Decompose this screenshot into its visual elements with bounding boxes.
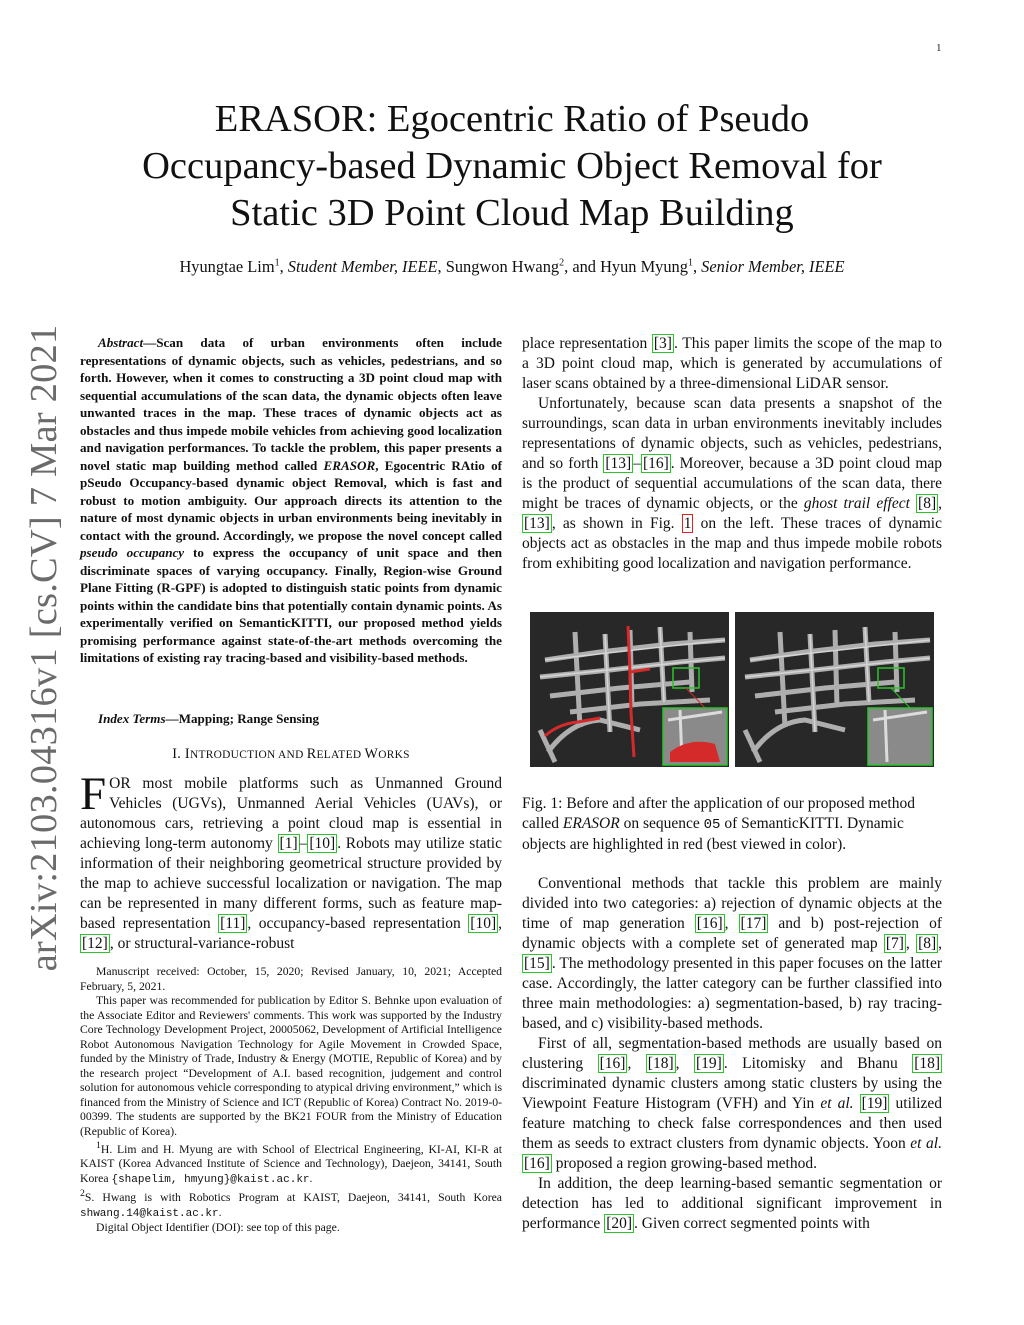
- body-text: and b) post-rejection of dynamic objects with a complete set of generated map: [522, 915, 943, 952]
- footnote: [80, 1139, 502, 1187]
- arxiv-watermark: [23, 324, 65, 972]
- caption-text: Fig. 1: Before and after the application of our proposed method called: [522, 795, 915, 832]
- author-name: Hyungtae Lim: [179, 257, 275, 276]
- citation-link[interactable]: [13]: [605, 455, 632, 472]
- body-paragraph: [522, 874, 942, 1034]
- author-list: Hyungtae Lim$^1$, Student Member, IEEE, Sungwon Hwang$^2$, and Hyun Myung$^1$, Senior Member, IEEE: [179, 257, 845, 276]
- section-cap: I: [184, 746, 190, 762]
- title-line: Occupancy-based Dynamic Object Removal for: [142, 145, 882, 187]
- footnote: [80, 1187, 502, 1221]
- body-text: –: [299, 835, 308, 852]
- section-smallcaps: ELATED: [316, 749, 365, 761]
- abstract-text: , Egocentric RAtio of pSeudo Occupancy-based dynamic object Removal, which is fast and robust to motion ambiguity. Our approach directs its attention to the nature of most dynamic objects in urban environments being inevitably in contact with the ground. Accordingly, we propose the novel concept called: [80, 457, 502, 543]
- citation-link[interactable]: [8]: [918, 935, 937, 952]
- body-text: ,: [724, 915, 739, 932]
- citation-link[interactable]: [11]: [220, 915, 246, 932]
- body-text: Unfortunately, because scan data presents a snapshot of the surroundings, scan data in urban environments inevitably includes representations of dynamic objects, such as vehicles, pedestrians, and so forth: [522, 395, 942, 472]
- citation-link[interactable]: [10]: [470, 915, 497, 932]
- section-heading: [80, 746, 502, 763]
- body-text: , as shown in Fig.: [551, 515, 682, 532]
- section-cap: R: [306, 746, 317, 762]
- citation-link[interactable]: [13]: [524, 515, 550, 532]
- abstract: [80, 334, 502, 667]
- section-smallcaps: ORKS: [378, 749, 410, 761]
- body-text: ,: [905, 935, 917, 952]
- body-text: , or structural-variance-robust: [109, 935, 295, 952]
- point-cloud-after: [735, 612, 934, 767]
- citation-link[interactable]: [19]: [695, 1055, 722, 1072]
- body-paragraph: [522, 394, 942, 574]
- body-text: place representation: [522, 335, 652, 352]
- index-terms-text: —Mapping; Range Sensing: [165, 711, 320, 726]
- figure-caption: [522, 794, 942, 855]
- index-terms: [80, 710, 502, 727]
- footnote-mark: 2: [80, 1188, 85, 1200]
- body-text: . Given correct segmented points with: [634, 1215, 870, 1232]
- citation-link[interactable]: [18]: [647, 1055, 674, 1072]
- body-text: [854, 1095, 860, 1112]
- citation-link[interactable]: [17]: [740, 915, 767, 932]
- citation-link[interactable]: [19]: [861, 1095, 888, 1112]
- abstract-text: to express the occupancy of unit space and then discriminate spaces of varying occupancy. Finally, Region-wise Ground Plane Fitting (R-GPF) is adopted to distinguish static points from dynamic points within the candidate bins that potentially contain dynamic points. As experimentally verified on SemanticKITTI, our proposed method yields promising performance against state-of-the-art methods overcoming the limitations of existing ray tracing-based and visibility-based methods.: [80, 545, 503, 665]
- body-text: In addition, the deep learning-based semantic segmentation or detection has led to additional significant improvement in performance: [522, 1175, 942, 1232]
- body-text: ,: [675, 1055, 694, 1072]
- figure-1: [530, 612, 942, 767]
- caption-text: of SemanticKITTI. Dynamic objects are highlighted in red (best viewed in color).: [522, 815, 904, 853]
- footnotes: [80, 965, 502, 1236]
- abstract-label: Abstract: [98, 335, 144, 350]
- citation-link[interactable]: [12]: [82, 935, 108, 952]
- author-role: Senior Member, IEEE: [701, 257, 845, 276]
- footnote: Digital Object Identifier (DOI): see top of this page.: [96, 1221, 340, 1235]
- affiliation-mark: 1: [274, 257, 280, 269]
- affiliation-mark: 1: [687, 257, 693, 269]
- citation-link[interactable]: [20]: [606, 1215, 633, 1232]
- body-emph: et al.: [910, 1135, 942, 1152]
- citation-link[interactable]: [15]: [524, 955, 550, 972]
- citation-link[interactable]: [16]: [524, 1155, 550, 1172]
- body-text: proposed a region growing-based method.: [551, 1155, 817, 1172]
- title-line: ERASOR: Egocentric Ratio of Pseudo: [214, 98, 810, 140]
- body-text: Conventional methods that tackle this problem are mainly divided into two categories: a) rejection of dynamic objects at the time of map generation: [522, 875, 942, 932]
- citation-link[interactable]: [1]: [279, 835, 298, 852]
- email-link[interactable]: {shapelim, hmyung}@kaist.ac.kr: [111, 1173, 310, 1186]
- title-line: Static 3D Point Cloud Map Building: [230, 192, 794, 234]
- point-cloud-before: [530, 612, 729, 767]
- abstract-emph: ERASOR: [323, 457, 376, 473]
- footnote-text: H. Lim and H. Myung are with School of Electrical Engineering, KI-AI, KI-R at KAIST (Korea Advanced Institute of Science and Technology), Daejeon, 34141, South Korea: [80, 1142, 502, 1185]
- citation-link[interactable]: [18]: [914, 1055, 941, 1072]
- footnote-text: .: [309, 1171, 313, 1185]
- footnote: This paper was recommended for publication by Editor S. Behnke upon evaluation of the Associate Editor and Reviewers' comments. This work was supported by the Industry Core Technology Development Project, 20005062, Development of Artificial Intelligence Robot Autonomous Navigation Technology for Agile Movement in Crowded Space, funded by the Ministry of Trade, Industry & Energy (MOTIE, Republic of Korea) and by the research project “Development of A.I. based recognition, judgement and control solution for autonomous vehicle corresponding to atypical driving environment,” which is financed from the Ministry of Science and ICT (Republic of Korea) Contract No. 2019-0-00399. The students are supported by the BK21 FOUR from the Ministry of Education (Republic of Korea).: [80, 994, 502, 1138]
- caption-code: 05: [703, 817, 721, 833]
- body-text: . The methodology presented in this paper focuses on the latter case. Accordingly, the latter category can be further classified into three main methodologies: a) segmentation-based, b) ray tracing-based, and c) visibility-based methods.: [522, 955, 942, 1032]
- right-column-bottom: [522, 874, 942, 1234]
- citation-link[interactable]: [8]: [918, 495, 937, 512]
- footnote-mark: 1: [96, 1140, 101, 1151]
- abstract-text: —Scan data of urban environments often include representations of dynamic objects, such as vehicles, pedestrians, and so forth. However, when it comes to constructing a 3D point cloud map with sequential accumulations of the scan data, the dynamic objects often leave unwanted traces in the map. These traces of dynamic objects act as obstacles and thus impede mobile vehicles from achieving good localization and navigation performances. To tackle the problem, this paper presents a novel static map building method called: [80, 335, 502, 473]
- body-text: . This paper limits the scope of the map to a 3D point cloud map, which is generated by accumulations of laser scans obtained by a three-dimensional LiDAR sensor.: [522, 335, 942, 392]
- body-emph: ghost trail effect: [803, 495, 910, 512]
- affiliation-mark: 2: [559, 257, 565, 269]
- author-name: Sungwon Hwang: [445, 257, 560, 276]
- body-paragraph: [522, 334, 942, 394]
- citation-link[interactable]: [16]: [642, 455, 669, 472]
- author-name: and Hyun Myung: [572, 257, 688, 276]
- section-smallcaps: NTRODUCTION AND: [189, 749, 307, 761]
- section-number: I.: [172, 746, 182, 762]
- right-column-top: [522, 334, 942, 574]
- map-after-image: [735, 612, 934, 767]
- body-text: discriminated dynamic clusters among static clusters by using the Viewpoint Feature Histogram (VFH) and Yin: [522, 1075, 942, 1112]
- body-text: ,: [938, 935, 943, 952]
- body-text: OR most mobile platforms such as Unmanned Ground Vehicles (UGVs), Unmanned Aerial Vehicles (UAVs), or autonomous cars, retrieving a point cloud map is essential in achieving long-term autonomy: [80, 775, 502, 852]
- caption-emph: ERASOR: [562, 815, 620, 832]
- citation-link[interactable]: [7]: [885, 935, 904, 952]
- citation-link[interactable]: [16]: [599, 1055, 626, 1072]
- citation-link[interactable]: [3]: [653, 335, 672, 352]
- body-text: on the left. These traces of dynamic objects act as obstacles in the map and thus impede mobile robots from exhibiting good localization and navigation performance.: [522, 515, 942, 572]
- body-text: ,: [938, 495, 942, 512]
- body-text: ,: [498, 915, 502, 932]
- figure-link[interactable]: 1: [683, 515, 692, 532]
- footnote-text: .: [218, 1205, 222, 1219]
- citation-link[interactable]: [10]: [309, 835, 336, 852]
- drop-cap: F: [80, 768, 107, 820]
- body-text: –: [633, 455, 641, 472]
- body-text: First of all, segmentation-based methods are usually based on clustering: [522, 1035, 942, 1072]
- body-paragraph: [522, 1174, 942, 1234]
- abstract-emph: pseudo occupancy: [80, 545, 185, 560]
- body-text: , occupancy-based representation: [247, 915, 469, 932]
- intro-paragraph: [80, 768, 502, 954]
- body-text: . Robots may utilize static information of their neighboring geometrical structure provided by the map to achieve successful localization or navigation. The map can be represented in many different forms, such as feature map-based representation: [80, 835, 502, 932]
- footnote-text: S. Hwang is with Robotics Program at KAIST, Daejeon, 34141, South Korea: [84, 1191, 502, 1205]
- email-link[interactable]: shwang.14@kaist.ac.kr: [80, 1207, 219, 1220]
- citation-link[interactable]: [16]: [696, 915, 723, 932]
- body-text: . Moreover, because a 3D point cloud map is the product of sequential accumulations of the scan data, there might be traces of dynamic objects, or the: [522, 455, 942, 512]
- body-text: ,: [627, 1055, 646, 1072]
- section-cap: W: [364, 746, 379, 762]
- body-text: utilized feature matching to check false correspondences and then used them as seeds to extract clusters from dynamic objects. Yoon: [522, 1095, 943, 1152]
- footnote: Manuscript received: October, 15, 2020; Revised January, 10, 2021; Accepted February, 5, 2021.: [80, 965, 502, 993]
- arxiv-id: arXiv:2103.04316v1 [cs.CV] 7 Mar 2021: [23, 324, 65, 972]
- caption-text: on sequence: [619, 815, 704, 832]
- body-emph: et al.: [820, 1095, 854, 1112]
- body-text: . Litomisky and Bhanu: [723, 1055, 913, 1072]
- index-terms-label: Index Terms: [98, 711, 166, 726]
- page-number: 1: [936, 42, 942, 54]
- map-before-image: [530, 612, 729, 767]
- body-paragraph: [522, 1034, 942, 1174]
- paper-title: [90, 96, 934, 237]
- author-role: Student Member, IEEE: [287, 257, 438, 276]
